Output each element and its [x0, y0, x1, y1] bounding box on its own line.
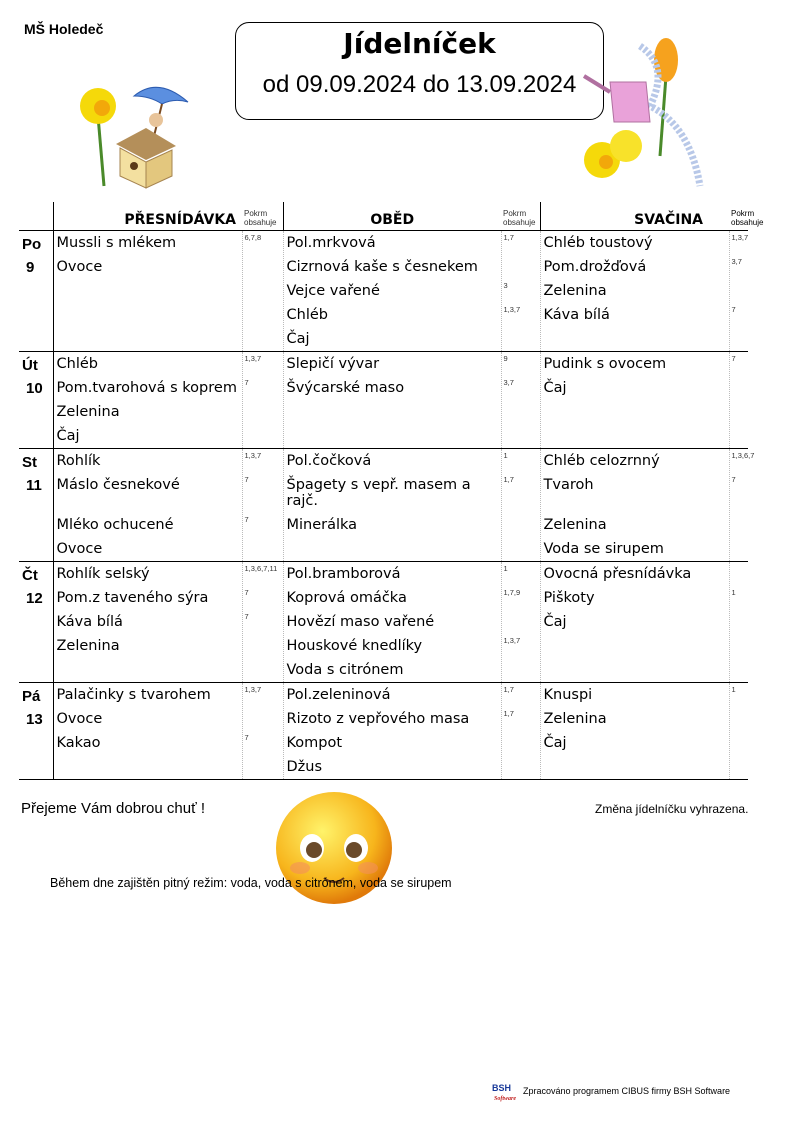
allergen-codes: 7 — [731, 305, 736, 314]
snack-allergen-cell — [729, 562, 748, 683]
breakfast-cell — [53, 683, 242, 780]
day-number: 11 — [26, 477, 42, 494]
allergen-codes: 7 — [244, 515, 249, 524]
bon-appetit-text: Přejeme Vám dobrou chuť ! — [21, 800, 206, 817]
dish-name: Cizrnová kaše s česnekem — [286, 259, 478, 275]
breakfast-cell — [53, 562, 242, 683]
allergen-codes: 7 — [731, 475, 736, 484]
snack-cell — [540, 352, 729, 449]
dish-name: Švýcarské maso — [286, 380, 405, 396]
umbrella-icon — [134, 87, 188, 136]
allergen-codes — [504, 731, 540, 755]
dish-name: Hovězí maso vařené — [286, 614, 435, 630]
dish-name: Vejce vařené — [286, 283, 380, 299]
drinking-regime-text: Během dne zajištěn pitný režim: voda, voda s citrónem, voda se sirupem — [50, 876, 452, 890]
tulip-wateringcan-illustration — [580, 36, 716, 196]
dish-name: Chléb — [286, 307, 328, 323]
day-abbr: St — [22, 454, 37, 471]
dish-name: Ovoce — [56, 711, 103, 727]
allergen-codes — [732, 562, 749, 586]
allergen-codes — [732, 537, 749, 561]
snack-header: SVAČINA — [540, 202, 729, 231]
dish-name: Pol.zeleninová — [286, 687, 391, 703]
dish-name: Houskové knedlíky — [286, 638, 423, 654]
dish-name: Zelenina — [543, 283, 607, 299]
day-abbr: Po — [22, 236, 42, 253]
dish-name: Rizoto z vepřového masa — [286, 711, 470, 727]
allergen-codes: 1 — [731, 588, 736, 597]
dish-name: Kompot — [286, 735, 343, 751]
allergen-codes — [732, 376, 749, 400]
day-label — [19, 231, 53, 352]
breakfast-allergen-cell — [242, 352, 283, 449]
allergen-codes — [245, 634, 283, 658]
page-title: Jídelníček — [343, 27, 496, 60]
dish-name: Ovoce — [56, 259, 103, 275]
lunch-allergen-cell — [501, 352, 540, 449]
dish-name: Palačinky s tvarohem — [56, 687, 211, 703]
dish-name: Čaj — [543, 735, 567, 751]
lunch-cell — [283, 352, 501, 449]
snack-cell — [540, 683, 729, 780]
allergen-codes: 1,3,7 — [731, 233, 749, 242]
dish-name: Chléb celozrnný — [543, 453, 660, 469]
allergen-codes: 7 — [244, 733, 249, 742]
day-abbr: Čt — [22, 567, 38, 584]
allergen-codes: 1,3,7 — [244, 354, 262, 363]
allergen-codes — [504, 327, 540, 351]
allergen-codes: 1 — [503, 451, 508, 460]
allergen-codes: 7 — [244, 612, 249, 621]
dish-name: Kakao — [56, 735, 101, 751]
breakfast-allergen-cell — [242, 231, 283, 352]
dish-name — [284, 537, 501, 561]
lunch-allergen-cell — [501, 449, 540, 562]
lunch-header: OBĚD — [283, 202, 501, 231]
lunch-cell — [283, 449, 501, 562]
day-row — [19, 352, 748, 449]
allergen-codes: 1,3,7 — [244, 451, 262, 460]
allergen-codes: 9 — [503, 354, 508, 363]
lunch-allergen-cell — [501, 231, 540, 352]
allergen-codes: 1,7 — [503, 475, 514, 484]
dish-name: Čaj — [543, 614, 567, 630]
snack-allergen-cell — [729, 231, 748, 352]
allergen-codes — [504, 610, 540, 634]
day-label — [19, 352, 53, 449]
allergen-codes — [732, 731, 749, 755]
dish-name: Zelenina — [543, 517, 607, 533]
snack-allergen-cell — [729, 683, 748, 780]
dish-name: Chléb — [56, 356, 98, 372]
allergen-codes: 6,7,8 — [244, 233, 262, 242]
allergen-codes — [732, 513, 749, 537]
allergen-codes: 1,7 — [503, 685, 514, 694]
dish-name: Pudink s ovocem — [543, 356, 667, 372]
dish-name: Chléb toustový — [543, 235, 653, 251]
dish-name: Zelenina — [56, 638, 120, 654]
daffodil-icon — [584, 130, 642, 178]
allergen-codes: 7 — [244, 588, 249, 597]
allergen-codes: 1,7 — [503, 709, 514, 718]
smiley-icon — [274, 790, 394, 908]
allergen-codes: 3 — [503, 281, 508, 290]
dish-name: Tvaroh — [543, 477, 594, 493]
dish-name: Knuspi — [543, 687, 593, 703]
day-label — [19, 683, 53, 780]
dish-name: Voda se sirupem — [543, 541, 664, 557]
lunch-cell — [283, 231, 501, 352]
watering-can-icon — [584, 76, 650, 122]
dish-name: Káva bílá — [56, 614, 123, 630]
dish-name: Zelenina — [543, 711, 607, 727]
breakfast-header: PŘESNÍDÁVKA — [53, 202, 242, 231]
software-credit: Zpracováno programem CIBUS firmy BSH Software — [523, 1086, 731, 1096]
allergen-codes: 3,7 — [731, 257, 742, 266]
day-number: 12 — [26, 590, 43, 607]
breakfast-allergen-cell — [242, 562, 283, 683]
allergen-codes: 1,3,7 — [503, 305, 521, 314]
allergen-codes — [732, 610, 749, 634]
allergen-codes — [732, 279, 749, 303]
allergen-codes — [245, 424, 283, 448]
dish-name: Pol.čočková — [286, 453, 372, 469]
day-row — [19, 683, 748, 780]
dish-name: Minerálka — [286, 517, 358, 533]
bsh-logo-icon — [490, 1082, 518, 1102]
breakfast-allergen-cell — [242, 449, 283, 562]
title-box — [235, 22, 604, 120]
dish-name: Piškoty — [543, 590, 595, 606]
day-row — [19, 562, 748, 683]
allergen-codes: 1,3,7 — [244, 685, 262, 694]
allergen-codes: 1,3,6,7 — [731, 451, 755, 460]
allergen-codes: 1,7 — [503, 233, 514, 242]
day-abbr: Út — [22, 357, 38, 374]
allergen-codes: 3,7 — [503, 378, 514, 387]
day-abbr: Pá — [22, 688, 41, 705]
dish-name: Rohlík selský — [56, 566, 150, 582]
dish-name: Koprová omáčka — [286, 590, 407, 606]
dish-name: Mléko ochucené — [56, 517, 174, 533]
dish-name: Džus — [286, 759, 323, 775]
daffodil-birdhouse-illustration — [76, 76, 198, 194]
snack-allergen-header: Pokrm obsahuje — [729, 202, 748, 231]
school-name: MŠ Holedeč — [24, 21, 104, 37]
allergen-codes — [245, 255, 283, 279]
dish-name: Zelenina — [56, 404, 120, 420]
allergen-codes — [732, 707, 749, 731]
lunch-allergen-header: Pokrm obsahuje — [501, 202, 540, 231]
snack-cell — [540, 231, 729, 352]
allergen-codes — [504, 255, 540, 279]
day-row — [19, 449, 748, 562]
dish-name: Čaj — [56, 428, 80, 444]
allergen-codes — [245, 707, 283, 731]
daffodil-icon — [80, 88, 116, 186]
breakfast-cell — [53, 231, 242, 352]
allergen-codes: 1 — [731, 685, 736, 694]
menu-change-note: Změna jídelníčku vyhrazena. — [595, 802, 749, 816]
snack-cell — [540, 562, 729, 683]
dish-name: Pom.tvarohová s koprem — [56, 380, 237, 396]
header-day-cell — [19, 202, 53, 231]
allergen-codes — [245, 400, 283, 424]
allergen-codes: 1,7,9 — [503, 588, 521, 597]
dish-name: Slepičí vývar — [286, 356, 380, 372]
dish-name: Čaj — [286, 331, 310, 347]
lunch-cell — [283, 562, 501, 683]
snack-allergen-cell — [729, 352, 748, 449]
allergen-codes — [504, 755, 540, 779]
breakfast-cell — [53, 352, 242, 449]
day-number: 10 — [26, 380, 43, 397]
breakfast-cell — [53, 449, 242, 562]
menu-body — [19, 231, 755, 780]
dish-name: Pol.bramborová — [286, 566, 401, 582]
allergen-codes — [504, 513, 540, 537]
dish-name: Mussli s mlékem — [56, 235, 177, 251]
breakfast-allergen-header: Pokrm obsahuje — [242, 202, 283, 231]
menu-table — [19, 202, 764, 780]
allergen-codes — [245, 537, 283, 561]
dish-name: Káva bílá — [543, 307, 610, 323]
dish-name: Pom.drožďová — [543, 259, 647, 275]
birdhouse-icon — [116, 128, 176, 188]
lunch-allergen-cell — [501, 562, 540, 683]
day-label — [19, 449, 53, 562]
day-number: 13 — [26, 711, 43, 728]
dish-name: Čaj — [543, 380, 567, 396]
dish-name: Ovocná přesnídávka — [543, 566, 692, 582]
day-label — [19, 562, 53, 683]
breakfast-allergen-cell — [242, 683, 283, 780]
dish-name: Ovoce — [56, 541, 103, 557]
dish-name: Špagety s vepř. masem a rajč. — [286, 477, 471, 509]
lunch-allergen-cell — [501, 683, 540, 780]
dish-name: Pol.mrkvová — [286, 235, 376, 251]
menu-header-row — [19, 202, 748, 231]
allergen-codes: 7 — [244, 378, 249, 387]
snack-allergen-cell — [729, 449, 755, 562]
dish-name: Máslo česnekové — [56, 477, 180, 493]
dish-name: Rohlík — [56, 453, 101, 469]
svg-text:Software: Software — [494, 1096, 517, 1102]
svg-text:BSH: BSH — [492, 1083, 512, 1093]
allergen-codes: 1,3,7 — [503, 636, 521, 645]
dish-name: Pom.z taveného sýra — [56, 590, 209, 606]
allergen-codes: 7 — [731, 354, 736, 363]
allergen-codes: 7 — [244, 475, 249, 484]
dish-name: Voda s citrónem — [286, 662, 404, 678]
allergen-codes — [504, 658, 540, 682]
allergen-codes — [504, 537, 540, 561]
lunch-cell — [283, 683, 501, 780]
day-number: 9 — [26, 259, 35, 276]
snack-cell — [540, 449, 729, 562]
day-row — [19, 231, 748, 352]
date-range: od 09.09.2024 do 13.09.2024 — [262, 71, 577, 98]
allergen-codes: 1 — [503, 564, 508, 573]
allergen-codes: 1,3,6,7,11 — [244, 564, 278, 573]
